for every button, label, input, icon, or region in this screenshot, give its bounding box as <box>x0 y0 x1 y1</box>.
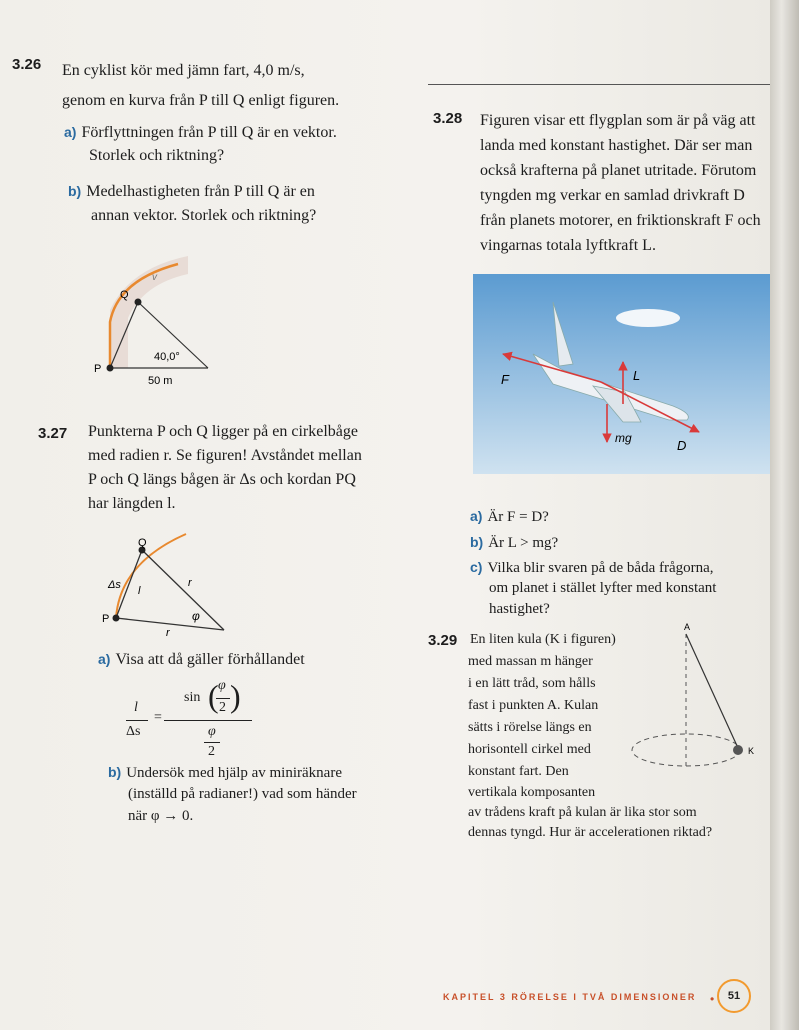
figure-329 <box>630 620 770 780</box>
label-q: Q <box>120 289 129 301</box>
page-edge <box>770 0 799 1030</box>
p329-line7: konstant fart. Den <box>468 764 569 779</box>
radius-lower <box>116 618 224 630</box>
p328-c-line2: om planet i stället lyfter med konstant <box>489 580 717 596</box>
label-v: v <box>152 272 157 283</box>
f-num: l <box>134 700 138 715</box>
label-ds: Δs <box>108 579 121 591</box>
p327-b-line2: (inställd på radianer!) vad som händer <box>128 786 357 802</box>
p328-c-line1: Vilka blir svaren på de båda frågorna, <box>487 560 714 576</box>
ball-k <box>733 745 743 755</box>
p327-line4: har längden l. <box>88 495 176 512</box>
p329-line1: En liten kula (K i figuren) <box>470 632 616 647</box>
p329-line10: dennas tyngd. Hur är accelerationen riktad? <box>468 825 713 840</box>
label-d: D <box>677 438 687 453</box>
point-p <box>107 365 114 372</box>
figure-326 <box>88 250 238 400</box>
p327-b-line3: när φ → 0. <box>128 808 194 824</box>
divider <box>428 84 798 85</box>
p326-b-line1: Medelhastigheten från P till Q är en <box>86 183 315 200</box>
label-l: l <box>138 585 141 597</box>
p326-b-line2: annan vektor. Storlek och riktning? <box>91 207 317 224</box>
p328-a-text: Är F = D? <box>487 509 549 525</box>
f-two-bot: 2 <box>208 744 215 759</box>
page-number: 51 <box>717 979 751 1013</box>
p329-line5: sätts i rörelse längs en <box>468 720 592 735</box>
label-l: L <box>633 368 641 383</box>
label-angle: 40,0° <box>154 351 180 363</box>
p327-b <box>108 762 342 783</box>
p328-a-label: a) <box>470 508 483 524</box>
p327-line3: P och Q längs bågen är Δs och kordan PQ <box>88 471 356 488</box>
f-phi-top: φ <box>218 678 226 693</box>
problem-number-326: 3.26 <box>12 56 42 73</box>
p328-line3: också krafterna på planet utritade. Förutom <box>480 162 757 179</box>
p327-a-text: Visa att då gäller förhållandet <box>115 651 305 668</box>
f-eq: = <box>154 710 162 725</box>
label-a: A <box>684 622 691 632</box>
problem-number-328: 3.28 <box>433 110 463 127</box>
footer-dot: • <box>710 992 715 1006</box>
p327-b-line1: Undersök med hjälp av miniräknare <box>126 765 342 781</box>
p326-b <box>68 180 315 203</box>
p326-a-line1: Förflyttningen från P till Q är en vektor. <box>81 124 337 141</box>
p328-line5: från planets motorer, en friktionskraft F och <box>480 212 761 229</box>
p329-line6: horisontell cirkel med <box>468 742 591 757</box>
problem-number-329: 3.29 <box>428 632 458 649</box>
p328-line6: vingarnas totala lyftkraft L. <box>480 237 656 254</box>
f-den: Δs <box>126 724 141 739</box>
chapter-footer: KAPITEL 3 RÖRELSE I TVÅ DIMENSIONER <box>443 992 697 1002</box>
p327-line1: Punkterna P och Q ligger på en cirkelbåge <box>88 423 358 440</box>
p328-b-text: Är L > mg? <box>488 535 559 551</box>
p327-a-label: a) <box>98 651 111 667</box>
p326-line2: genom en kurva från P till Q enligt figuren. <box>62 92 340 109</box>
label-phi: φ <box>192 609 200 623</box>
arc <box>116 534 186 618</box>
p329-line9: av trådens kraft på kulan är lika stor som <box>468 805 697 820</box>
cloud <box>616 309 680 327</box>
p327-a <box>98 648 305 671</box>
string <box>686 634 738 748</box>
f-sin: sin <box>184 690 201 705</box>
label-f: F <box>501 372 509 387</box>
label-r1: r <box>188 577 192 589</box>
p328-c-line3: hastighet? <box>489 601 550 617</box>
label-p: P <box>94 363 102 375</box>
p328-b-label: b) <box>470 534 484 550</box>
p328-line1: Figuren visar ett flygplan som är på väg att <box>480 112 756 129</box>
p326-a-line2: Storlek och riktning? <box>89 147 225 164</box>
label-k: K <box>748 746 755 756</box>
p326-line1: En cyklist kör med jämn fart, 4,0 m/s, <box>62 62 305 79</box>
label-r2: r <box>166 627 170 639</box>
p329-line8: vertikala komposanten <box>468 785 596 800</box>
p328-line4: tyngden mg verkar en samlad drivkraft D <box>480 187 745 204</box>
figure-327 <box>98 528 238 646</box>
p326-a <box>64 121 337 144</box>
p328-b <box>470 532 558 553</box>
f-phi-bot: φ <box>208 724 216 739</box>
problem-number-327: 3.27 <box>38 425 68 442</box>
label-q: Q <box>138 537 147 549</box>
point-q <box>135 299 142 306</box>
p329-line4: fast i punkten A. Kulan <box>468 698 599 713</box>
figure-328 <box>473 274 771 474</box>
p326-b-label: b) <box>68 183 82 199</box>
p328-c <box>470 557 714 578</box>
p329-line3: i en lätt tråd, som hålls <box>468 676 596 691</box>
radius-upper <box>142 550 224 630</box>
point-p <box>113 615 120 622</box>
label-p: P <box>102 613 110 625</box>
p328-c-label: c) <box>470 559 483 575</box>
p326-a-label: a) <box>64 124 77 140</box>
p328-line2: landa med konstant hastighet. Där ser man <box>480 137 753 154</box>
p328-a <box>470 506 549 527</box>
p327-b-label: b) <box>108 764 122 780</box>
p327-line2: med radien r. Se figuren! Avståndet mellan <box>88 447 362 464</box>
f-two-top: 2 <box>219 700 226 715</box>
formula: l Δs = sin ( φ 2 ) φ 2 <box>124 678 264 758</box>
label-mg: mg <box>615 431 632 445</box>
label-dist: 50 m <box>148 375 173 387</box>
p329-line2: med massan m hänger <box>468 654 593 669</box>
